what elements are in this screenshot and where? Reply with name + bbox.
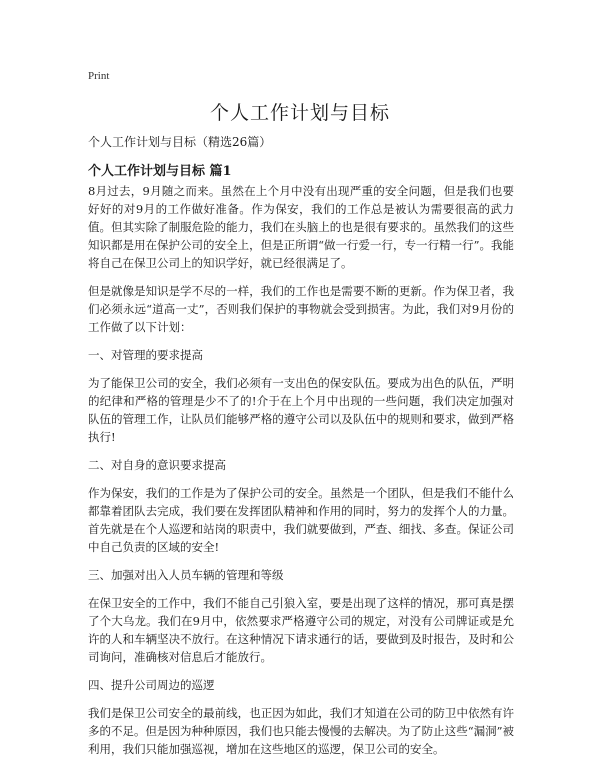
print-label: Print [88, 70, 110, 82]
paragraph: 在保卫安全的工作中，我们不能自己引狼入室，要是出现了这样的情况，那可真是摆了个大乌龙。我们在9月中，依然要求严格遵守公司的规定，对没有公司牌证或是允许的人和车辆坚决不放行。在这种情况下请求通行的话，要做到及时报告，及时和公司询问，准确核对信息后才能放行。 [88, 596, 514, 664]
subheading: 二、对自身的意识要求提高 [88, 458, 226, 472]
section-title: 个人工作计划与目标 篇1 [88, 164, 232, 179]
subheading: 三、加强对出入人员车辆的管理和等级 [88, 568, 284, 582]
document-body [88, 182, 514, 768]
paragraph: 为了能保卫公司的安全，我们必须有一支出色的保安队伍。要成为出色的队伍，严明的纪律和严格的管理是少不了的!介于在上个月中出现的一些问题，我们决定加强对队伍的管理工作，让队员们能够严格的遵守公司以及队伍中的规则和要求，做到严格执行! [88, 376, 514, 444]
subheading: 一、对管理的要求提高 [88, 348, 203, 362]
paragraph: 我们是保卫公司安全的最前线，也正因为如此，我们才知道在公司的防卫中依然有许多的不足。但是因为种种原因，我们也只能去慢慢的去解决。为了防止这些“漏洞”被利用，我们只能加强巡视，增加在这些地区的巡逻，保卫公司的安全。 [88, 706, 514, 756]
document-subtitle: 个人工作计划与目标（精选26篇） [88, 135, 272, 149]
document-title: 个人工作计划与目标 [209, 102, 390, 124]
paragraph: 作为保安，我们的工作是为了保护公司的安全。虽然是一个团队，但是我们不能什么都靠着团队去完成，我们要在发挥团队精神和作用的同时，努力的发挥个人的力量。首先就是在个人巡逻和站岗的职责中，我们就要做到，严查、细找、多查。保证公司中自己负责的区域的安全! [88, 486, 514, 554]
paragraph: 但是就像是知识是学不尽的一样，我们的工作也是需要不断的更新。作为保卫者，我们必须永远“道高一丈”，否则我们保护的事物就会受到损害。为此，我们对9月份的工作做了以下计划： [88, 284, 514, 334]
subheading: 四、提升公司周边的巡逻 [88, 678, 215, 692]
paragraph: 8月过去，9月随之而来。虽然在上个月中没有出现严重的安全问题，但是我们也要好好的对9月的工作做好准备。作为保安，我们的工作总是被认为需要很高的武力值。但其实除了制服危险的能力，我们在头脑上的也是很有要求的。虽然我们的这些知识都是用在保护公司的安全上，但是正所谓“做一行爱一行，专一行精一行”。我能将自己在保卫公司上的知识学好，就已经很满足了。 [88, 184, 514, 270]
